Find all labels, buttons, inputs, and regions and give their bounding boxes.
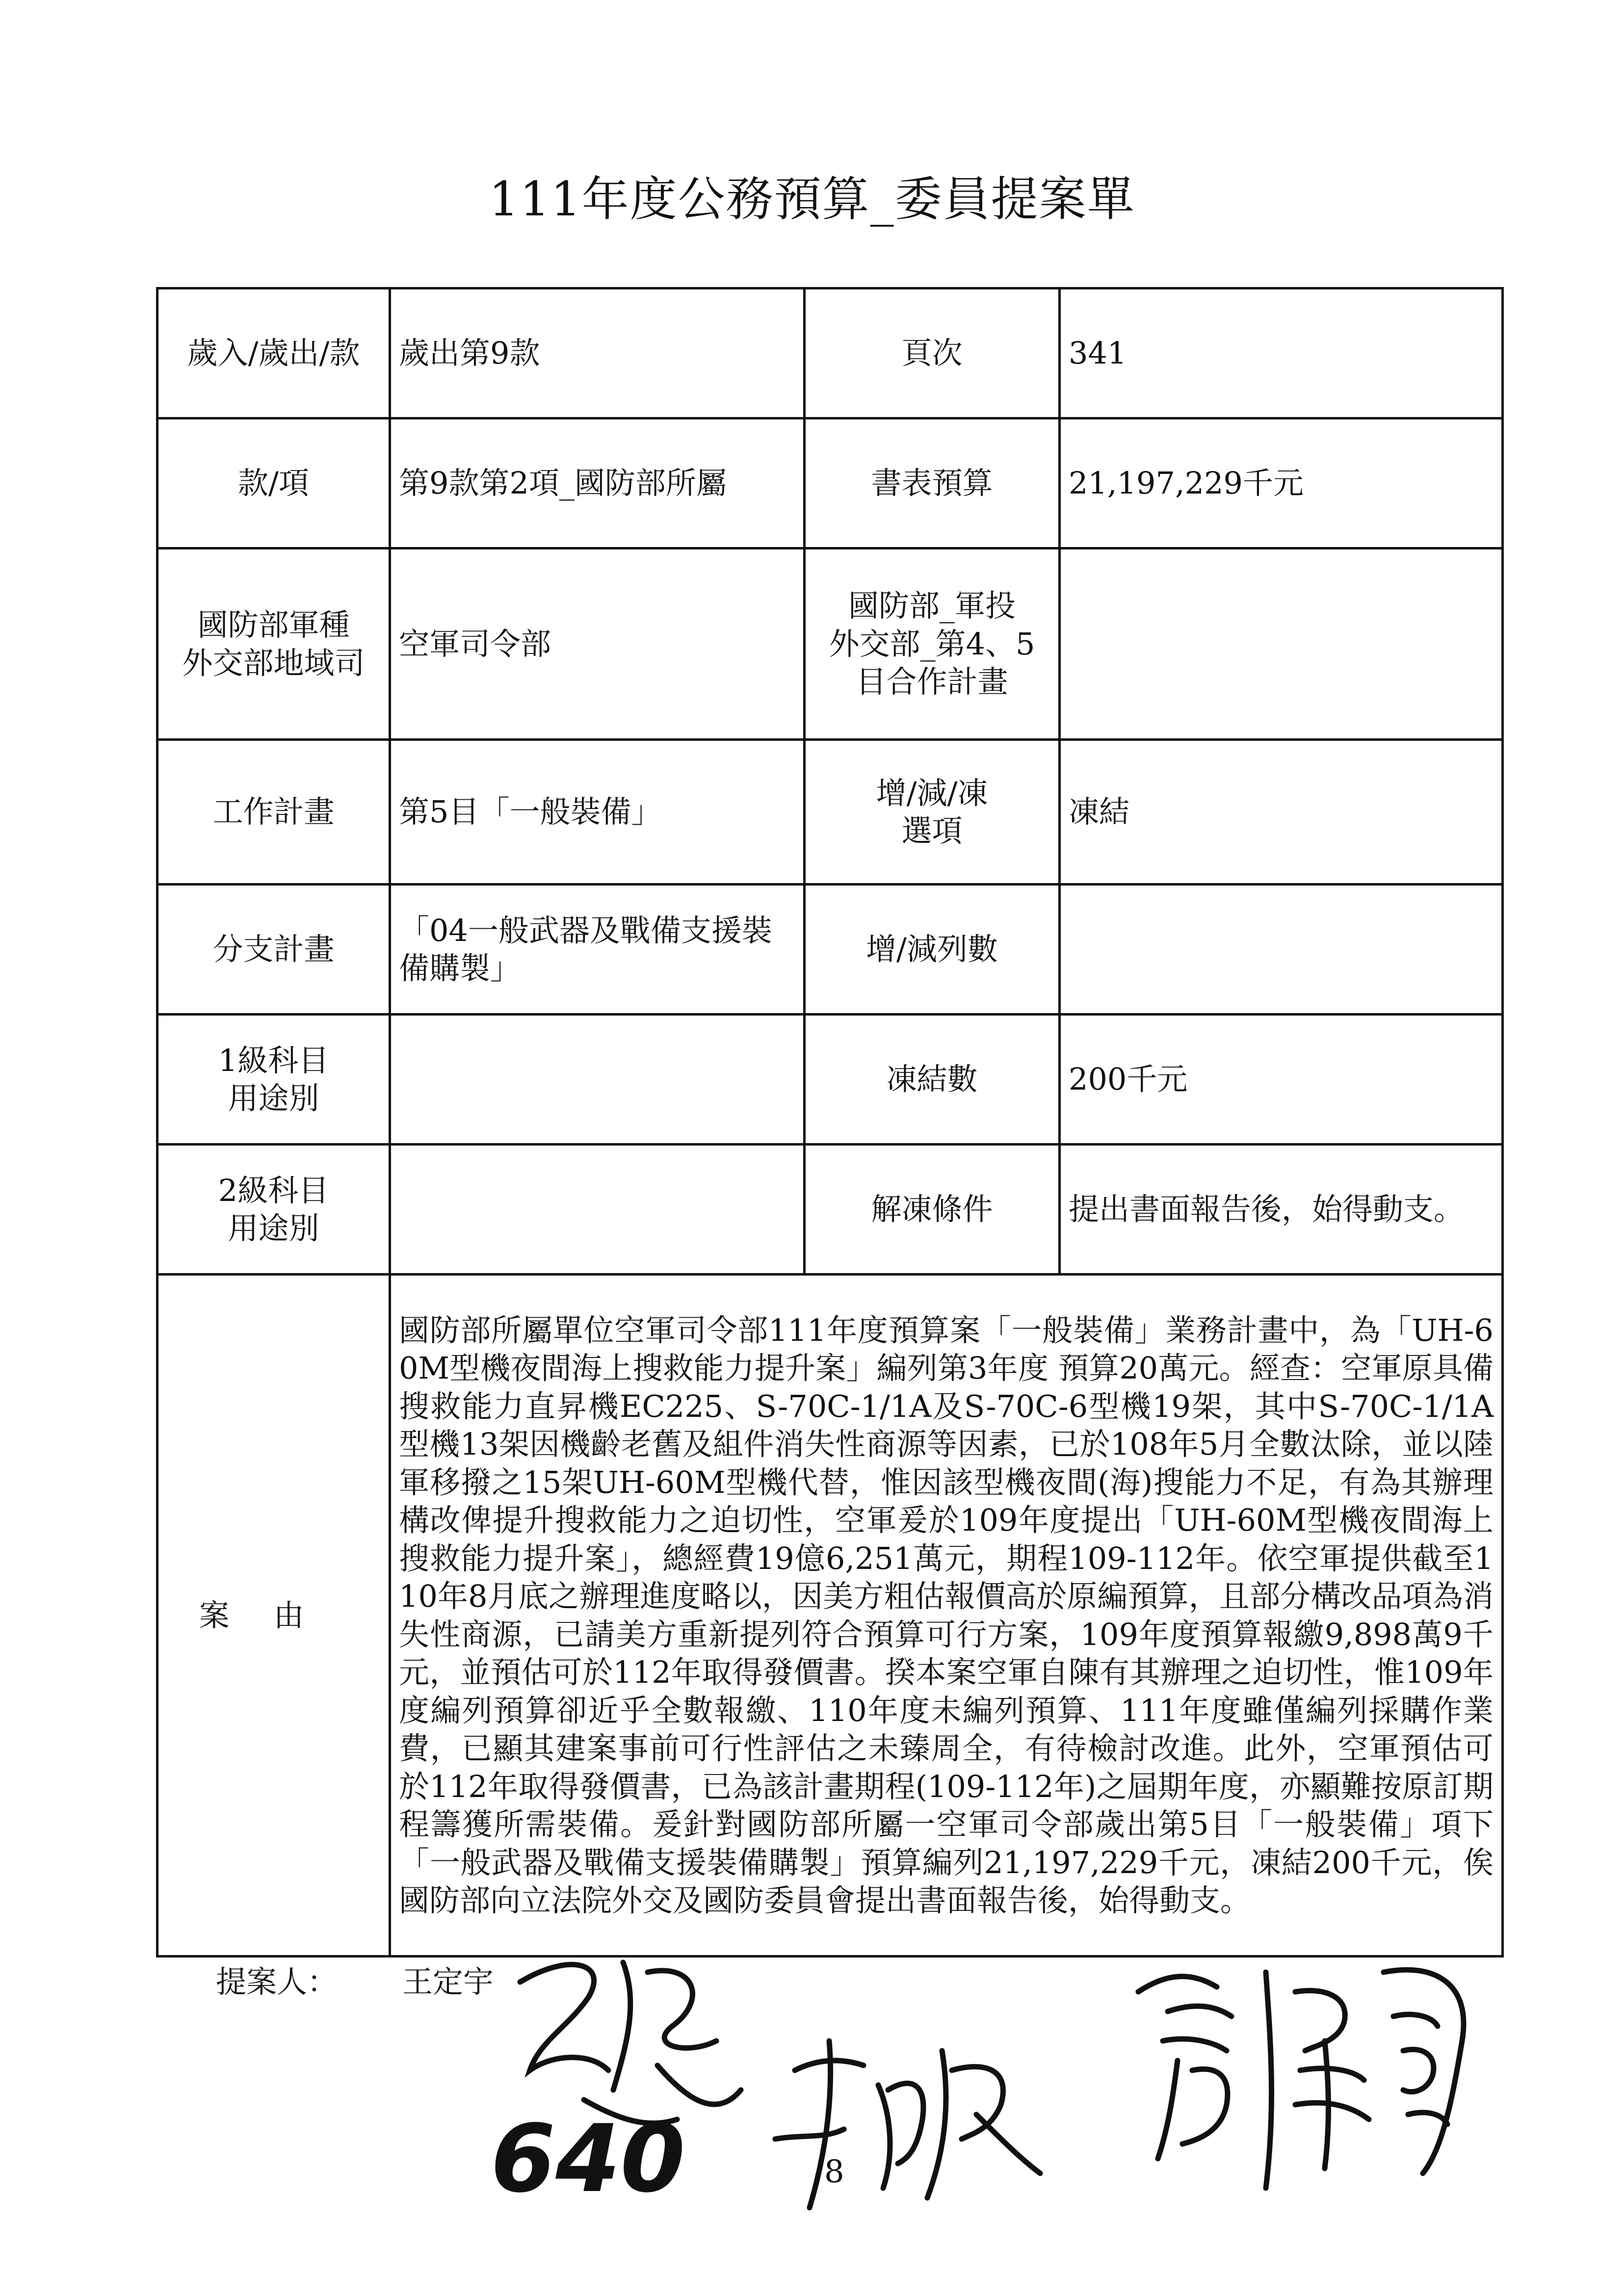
field-label-line: 增/減/凍 bbox=[876, 775, 988, 811]
field-label bbox=[157, 1145, 390, 1275]
form-row bbox=[157, 548, 1503, 740]
field-label: 頁次 bbox=[805, 288, 1060, 418]
form-row bbox=[157, 418, 1503, 548]
field-label: 分支計畫 bbox=[157, 885, 390, 1015]
form-row-reason bbox=[157, 1275, 1503, 1957]
signature-scribble-2 bbox=[765, 2011, 1070, 2218]
field-label: 歲入/歲出/款 bbox=[157, 288, 390, 418]
field-label bbox=[805, 548, 1060, 740]
form-row bbox=[157, 740, 1503, 885]
form-row bbox=[157, 1015, 1503, 1145]
field-value: 21,197,229千元 bbox=[1060, 418, 1503, 548]
field-label: 工作計畫 bbox=[157, 740, 390, 885]
field-label-line: 目合作計畫 bbox=[856, 664, 1008, 700]
proposer-label: 提案人： bbox=[216, 1964, 338, 2000]
field-value: 提出書面報告後，始得動支。 bbox=[1060, 1145, 1503, 1275]
field-label-line: 用途別 bbox=[228, 1080, 319, 1116]
form-row bbox=[157, 885, 1503, 1015]
field-label bbox=[157, 1015, 390, 1145]
field-label-line: 1級科目 bbox=[218, 1042, 329, 1078]
field-value: 200千元 bbox=[1060, 1015, 1503, 1145]
form-row bbox=[157, 288, 1503, 418]
field-value: 341 bbox=[1060, 288, 1503, 418]
proposal-form-table bbox=[156, 287, 1504, 1957]
field-value bbox=[1060, 885, 1503, 1015]
reason-text: 國防部所屬單位空軍司令部111年度預算案「一般裝備」業務計畫中，為「UH-60M型機夜間海上搜救能力提升案」編列第3年度 預算20萬元。經查：空軍原具備搜救能力直昇機EC225、S-70C-1/1A及S-70C-6型機19架，其中S-70C-1/1A型機13架因機齡老舊及組件消失性商源等因素，已於108年5月全數汰除，並以陸軍移撥之15架UH-60M型機代替，惟因該型機夜間(海)搜能力不足，有為其辦理構改俾提升搜救能力之迫切性，空軍爰於109年度提出「UH-60M型機夜間海上搜救能力提升案」，總經費19億6,251萬元，期程109-112年。依空軍提供截至110年8月底之辦理進度略以，因美方粗估報價高於原編預算，且部分構改品項為消失性商源，已請美方重新提列符合預算可行方案，109年度預算報繳9,898萬9千元，並預估可於112年取得發價書。揆本案空軍自陳有其辦理之迫切性，惟109年度編列預算卻近乎全數報繳、110年度未編列預算、111年度雖僅編列採購作業費，已顯其建案事前可行性評估之未臻周全，有待檢討改進。此外，空軍預估可於112年取得發價書，已為該計畫期程(109-112年)之屆期年度，亦顯難按原訂期程籌獲所需裝備。爰針對國防部所屬一空軍司令部歲出第5目「一般裝備」項下「一般武器及戰備支援裝備購製」預算編列21,197,229千元，凍結200千元，俟國防部向立法院外交及國防委員會提出書面報告後，始得動支。 bbox=[390, 1275, 1503, 1957]
field-value: 歲出第9款 bbox=[390, 288, 805, 418]
field-label-line: 國防部_軍投 bbox=[848, 588, 1016, 624]
handwritten-number: 640 bbox=[491, 2105, 685, 2213]
field-value bbox=[1060, 548, 1503, 740]
field-value: 第5目「一般裝備」 bbox=[390, 740, 805, 885]
field-label-line: 2級科目 bbox=[218, 1172, 329, 1208]
field-label: 解凍條件 bbox=[805, 1145, 1060, 1275]
field-label-line: 選項 bbox=[901, 813, 963, 849]
field-label bbox=[805, 740, 1060, 885]
field-label-line: 外交部_第4、5 bbox=[829, 626, 1035, 662]
field-label: 增/減列數 bbox=[805, 885, 1060, 1015]
field-value bbox=[390, 1145, 805, 1275]
field-label: 書表預算 bbox=[805, 418, 1060, 548]
page-title: 111年度公務預算_委員提案單 bbox=[489, 172, 1135, 227]
field-value: 空軍司令部 bbox=[390, 548, 805, 740]
field-label-line: 外交部地域司 bbox=[182, 645, 365, 681]
page-number: 8 bbox=[824, 2154, 844, 2190]
field-label: 凍結數 bbox=[805, 1015, 1060, 1145]
form-row bbox=[157, 1145, 1503, 1275]
field-value: 凍結 bbox=[1060, 740, 1503, 885]
field-value bbox=[390, 1015, 805, 1145]
field-label-line: 國防部軍種 bbox=[197, 607, 350, 643]
field-value: 「04一般武器及戰備支援裝備購製」 bbox=[390, 885, 805, 1015]
proposer-name: 王定宇 bbox=[402, 1964, 494, 2000]
field-label bbox=[157, 548, 390, 740]
reason-label: 案由 bbox=[157, 1275, 390, 1957]
field-label: 款/項 bbox=[157, 418, 390, 548]
field-value: 第9款第2項_國防部所屬 bbox=[390, 418, 805, 548]
field-label-line: 用途別 bbox=[228, 1210, 319, 1246]
signature-scribble-3 bbox=[1119, 1943, 1501, 2198]
